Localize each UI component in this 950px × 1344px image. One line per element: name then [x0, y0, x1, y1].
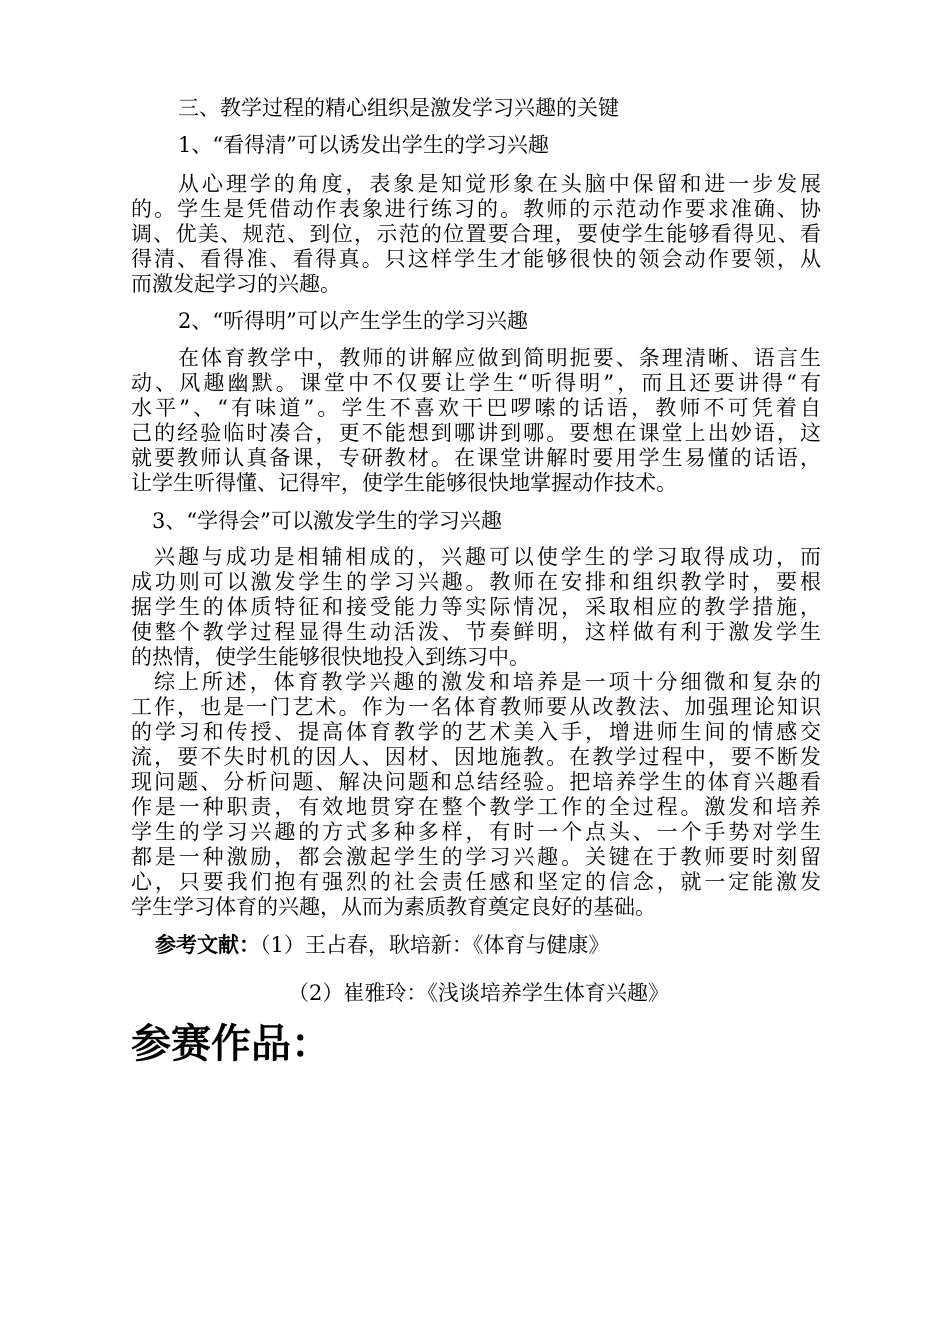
summary-line: 流，要不失时机的因人、因材、因地施教。在教学过程中，要不断发 — [131, 745, 821, 769]
references-line — [155, 933, 609, 957]
section-heading: 三、教学过程的精心组织是激发学习兴趣的关键 — [178, 96, 619, 120]
summary-line: 都是一种激励，都会激起学生的学习兴趣。关键在于教师要时刻留 — [131, 845, 821, 869]
paragraph-line: 据学生的体质特征和接受能力等实际情况，采取相应的教学措施， — [131, 595, 821, 619]
references-label: 参考文献： — [155, 932, 260, 957]
paragraph-line: 的热情，使学生能够很快地投入到练习中。 — [131, 645, 530, 669]
summary-line: 的学习和传授、提高体育教学的艺术美入手，增进师生间的情感交 — [131, 720, 821, 744]
reference-item-1: （1）王占春，耿培新：《体育与健康》 — [260, 933, 610, 957]
summary-line: 现问题、分析问题、解决问题和总结经验。把培养学生的体育兴趣看 — [131, 770, 821, 794]
summary-line: 学生学习体育的兴趣，从而为素质教育奠定良好的基础。 — [131, 895, 656, 919]
summary-line: 作是一种职责，有效地贯穿在整个教学工作的全过程。激发和培养 — [131, 795, 821, 819]
summary-line: 心，只要我们抱有强烈的社会责任感和坚定的信念，就一定能激发 — [131, 870, 821, 894]
summary-line: 工作，也是一门艺术。作为一名体育教师要从改教法、加强理论知识 — [131, 695, 821, 719]
summary-line: 综上所述，体育教学兴趣的激发和培养是一项十分细微和复杂的 — [154, 670, 821, 694]
paragraph-line: 兴趣与成功是相辅相成的，兴趣可以使学生的学习取得成功，而 — [154, 545, 821, 569]
paragraph-line: 水平”、“有味道”。学生不喜欢干巴啰嗦的话语，教师不可凭着自 — [131, 396, 821, 420]
paragraph-line: 调、优美、规范、到位，示范的位置要合理，要使学生能够看得见、看 — [131, 222, 821, 246]
subheading-1: 1、“看得清”可以诱发出学生的学习兴趣 — [178, 133, 549, 157]
entry-heading: 参赛作品： — [131, 1020, 331, 1067]
paragraph-line: 从心理学的角度，表象是知觉形象在头脑中保留和进一步发展 — [178, 172, 821, 196]
paragraph-line: 就要教师认真备课，专研教材。在课堂讲解时要用学生易懂的话语， — [131, 446, 821, 470]
paragraph-line: 己的经验临时凑合，更不能想到哪讲到哪。要想在课堂上出妙语，这 — [131, 421, 821, 445]
paragraph-line: 而激发起学习的兴趣。 — [131, 272, 341, 296]
paragraph-line: 动、风趣幽默。课堂中不仅要让学生“听得明”，而且还要讲得“有 — [131, 371, 821, 395]
paragraph-line: 得清、看得准、看得真。只这样学生才能够很快的领会动作要领，从 — [131, 247, 821, 271]
summary-line: 学生的学习兴趣的方式多种多样，有时一个点头、一个手势对学生 — [131, 820, 821, 844]
paragraph-line: 的。学生是凭借动作表象进行练习的。教师的示范动作要求准确、协 — [131, 197, 821, 221]
paragraph-line: 成功则可以激发学生的学习兴趣。教师在安排和组织教学时，要根 — [131, 570, 821, 594]
paragraph-line: 让学生听得懂、记得牢，使学生能够很快地掌握动作技术。 — [131, 471, 677, 495]
paragraph-line: 使整个教学过程显得生动活泼、节奏鲜明，这样做有利于激发学生 — [131, 620, 821, 644]
reference-item-2: （2）崔雅玲：《浅谈培养学生体育兴趣》 — [288, 981, 669, 1005]
subheading-3: 3、“学得会”可以激发学生的学习兴趣 — [152, 509, 502, 533]
subheading-2: 2、“听得明”可以产生学生的学习兴趣 — [178, 309, 528, 333]
paragraph-line: 在体育教学中，教师的讲解应做到简明扼要、条理清晰、语言生 — [178, 346, 821, 370]
